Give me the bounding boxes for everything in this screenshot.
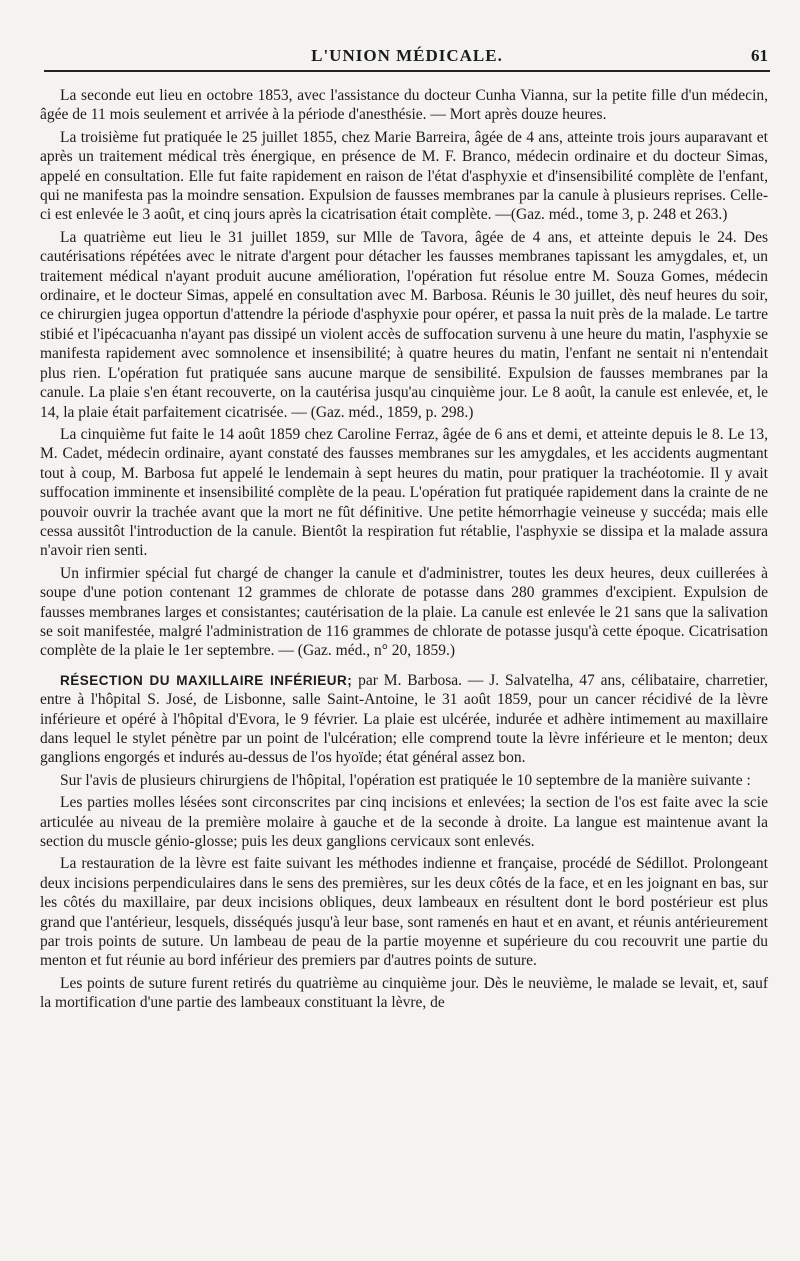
paragraph: Les points de suture furent retirés du quatrième au cinquième jour. Dès le neuvième, le malade se levait, et, sauf la mortification d'une partie des lambeaux constituant la lèvre, de	[40, 974, 768, 1012]
page-number: 61	[751, 46, 768, 65]
running-title: L'UNION MÉDICALE.	[311, 46, 503, 65]
paragraph: Un infirmier spécial fut chargé de changer la canule et d'administrer, toutes les deux heures, deux cuillerées à soupe d'une potion contenant 12 grammes de chlorate de potasse dans 280 grammes d'excipient. Expulsion de fausses membranes larges et consistantes; cautérisation de la plaie. La canule est enlevée le 21 sans que la salivation se soit manifestée, malgré l'administration de 116 grammes de chlorate de potasse jusqu'à cette époque. Cicatrisation complète de la plaie le 1er septembre. — (Gaz. méd., n° 20, 1859.)	[40, 564, 768, 660]
paragraph: La seconde eut lieu en octobre 1853, avec l'assistance du docteur Cunha Vianna, sur la petite fille d'un médecin, âgée de 11 mois seulement et arrivée à la période d'anesthésie. — Mort après douze heures.	[40, 87, 768, 124]
paragraph: La restauration de la lèvre est faite suivant les méthodes indienne et française, procédé de Sédillot. Prolongeant deux incisions perpendiculaires dans le sens des premières, sur les deux côtés de la face, et en les joignant en bas, sur les côtés du maxillaire, par deux incisions obliques, deux lambeaux en résultent dont le bord postérieur est plus grand que l'antérieur, lesquels, disséqués jusqu'à leur base, sont ramenés en haut et en avant, et réunis antérieurement par trois points de suture. Un lambeau de peau de la partie moyenne et supérieure du cou recouvrit une partie du menton et fut réunie au bord inférieur des premiers par d'autres points de suture.	[40, 855, 768, 970]
page-header	[44, 40, 770, 72]
section-paragraph	[40, 671, 768, 768]
paragraph: Sur l'avis de plusieurs chirurgiens de l'hôpital, l'opération est pratiquée le 10 septembre de la manière suivante :	[60, 771, 751, 789]
paragraph: La quatrième eut lieu le 31 juillet 1859, sur Mlle de Tavora, âgée de 4 ans, et atteinte depuis le 24. Des cautérisations répétées avec le nitrate d'argent pour détacher les fausses membranes tapissant les amygdales, et, un traitement médical n'ayant produit aucune amélioration, l'opération fut résolue entre M. Souza Gomes, médecin ordinaire, et le docteur Simas, appelé en consultation avec M. Barbosa. Réunis le 30 juillet, dès neuf heures du soir, ce chirurgien jugea opportun d'attendre la période d'asphyxie pour opérer, et passa la nuit près de la malade. Le tartre stibié et l'ipécacuanha n'ayant pas dissipé un violent accès de suffocation survenu à une heure du matin, l'asphyxie se manifesta rapidement avec somnolence et insensibilité; à quatre heures du matin, l'enfant ne sentait ni n'entendait plus rien. L'opération fut pratiquée sans aucune marque de sensibilité. Expulsion de fausses membranes par la canule. La plaie s'en étant recouverte, on la cautérisa jusqu'au cinquième jour. Le 8 août, la canule est enlevée, et, le 14, la plaie était parfaitement cicatrisée. — (Gaz. méd., 1859, p. 298.)	[40, 228, 768, 421]
paragraph: Les parties molles lésées sont circonscrites par cinq incisions et enlevées; la section de l'os est faite avec la scie articulée au niveau de la première molaire à gauche et de la seconde à droite. La langue est maintenue avant la section du muscle génio-glosse; puis les deux ganglions cervicaux sont enlevés.	[40, 794, 768, 851]
paragraph: La cinquième fut faite le 14 août 1859 chez Caroline Ferraz, âgée de 6 ans et demi, et atteinte depuis le 8. Le 13, M. Cadet, médecin ordinaire, ayant constaté des fausses membranes sur les amygdales, et les accidents augmentant tout à coup, M. Barbosa fut appelé le lendemain à sept heures du matin, pour pratiquer la trachéotomie. Il y avait suffocation imminente et insensibilité complète de la peau. L'opération fut pratiquée rapidement dans la crainte de ne pouvoir ouvrir la trachée avant que la mort ne fût définitive. Une petite hémorrhagie veineuse y succéda; mais elle cessa aussitôt l'introduction de la canule. Bientôt la respiration fut rétablie, l'asphyxie se dissipa et la malade assura n'avoir rien senti.	[40, 425, 768, 560]
section-heading: RÉSECTION DU MAXILLAIRE INFÉRIEUR;	[60, 672, 353, 688]
paragraph: La troisième fut pratiquée le 25 juillet 1855, chez Marie Barreira, âgée de 4 ans, atteinte trois jours auparavant et après un traitement médical très énergique, en présence de M. F. Branco, médecin ordinaire et du docteur Simas, appelé en consultation. Elle fut faite rapidement en raison de l'état d'asphyxie et d'insensibilité complète de l'enfant, qui ne manifesta pas la moindre sensation. Expulsion de fausses membranes par la canule à plusieurs reprises. Celle-ci est enlevée le 3 août, et cinq jours après la cicatrisation était complète. —(Gaz. méd., tome 3, p. 248 et 263.)	[40, 128, 768, 224]
article-body	[40, 86, 768, 1016]
section-lead: par M. Barbosa. — J. Salvatelha, 47 ans, célibataire, charretier, entre à l'hôpital S. José, de Lisbonne, salle Saint-Antoine, le 31 août 1859, pour un cancer récidivé de la lèvre inférieure et opéré à l'hôpital d'Evora, le 9 février. La plaie est ulcérée, indurée et adhère intimement au maxillaire dans lequel le stylet pénètre par un point de l'ulcération; elle comprend toute la lèvre inférieure et le menton; deux ganglions engorgés et indurés au-dessus de l'os hyoïde; état général assez bon.	[40, 671, 768, 767]
